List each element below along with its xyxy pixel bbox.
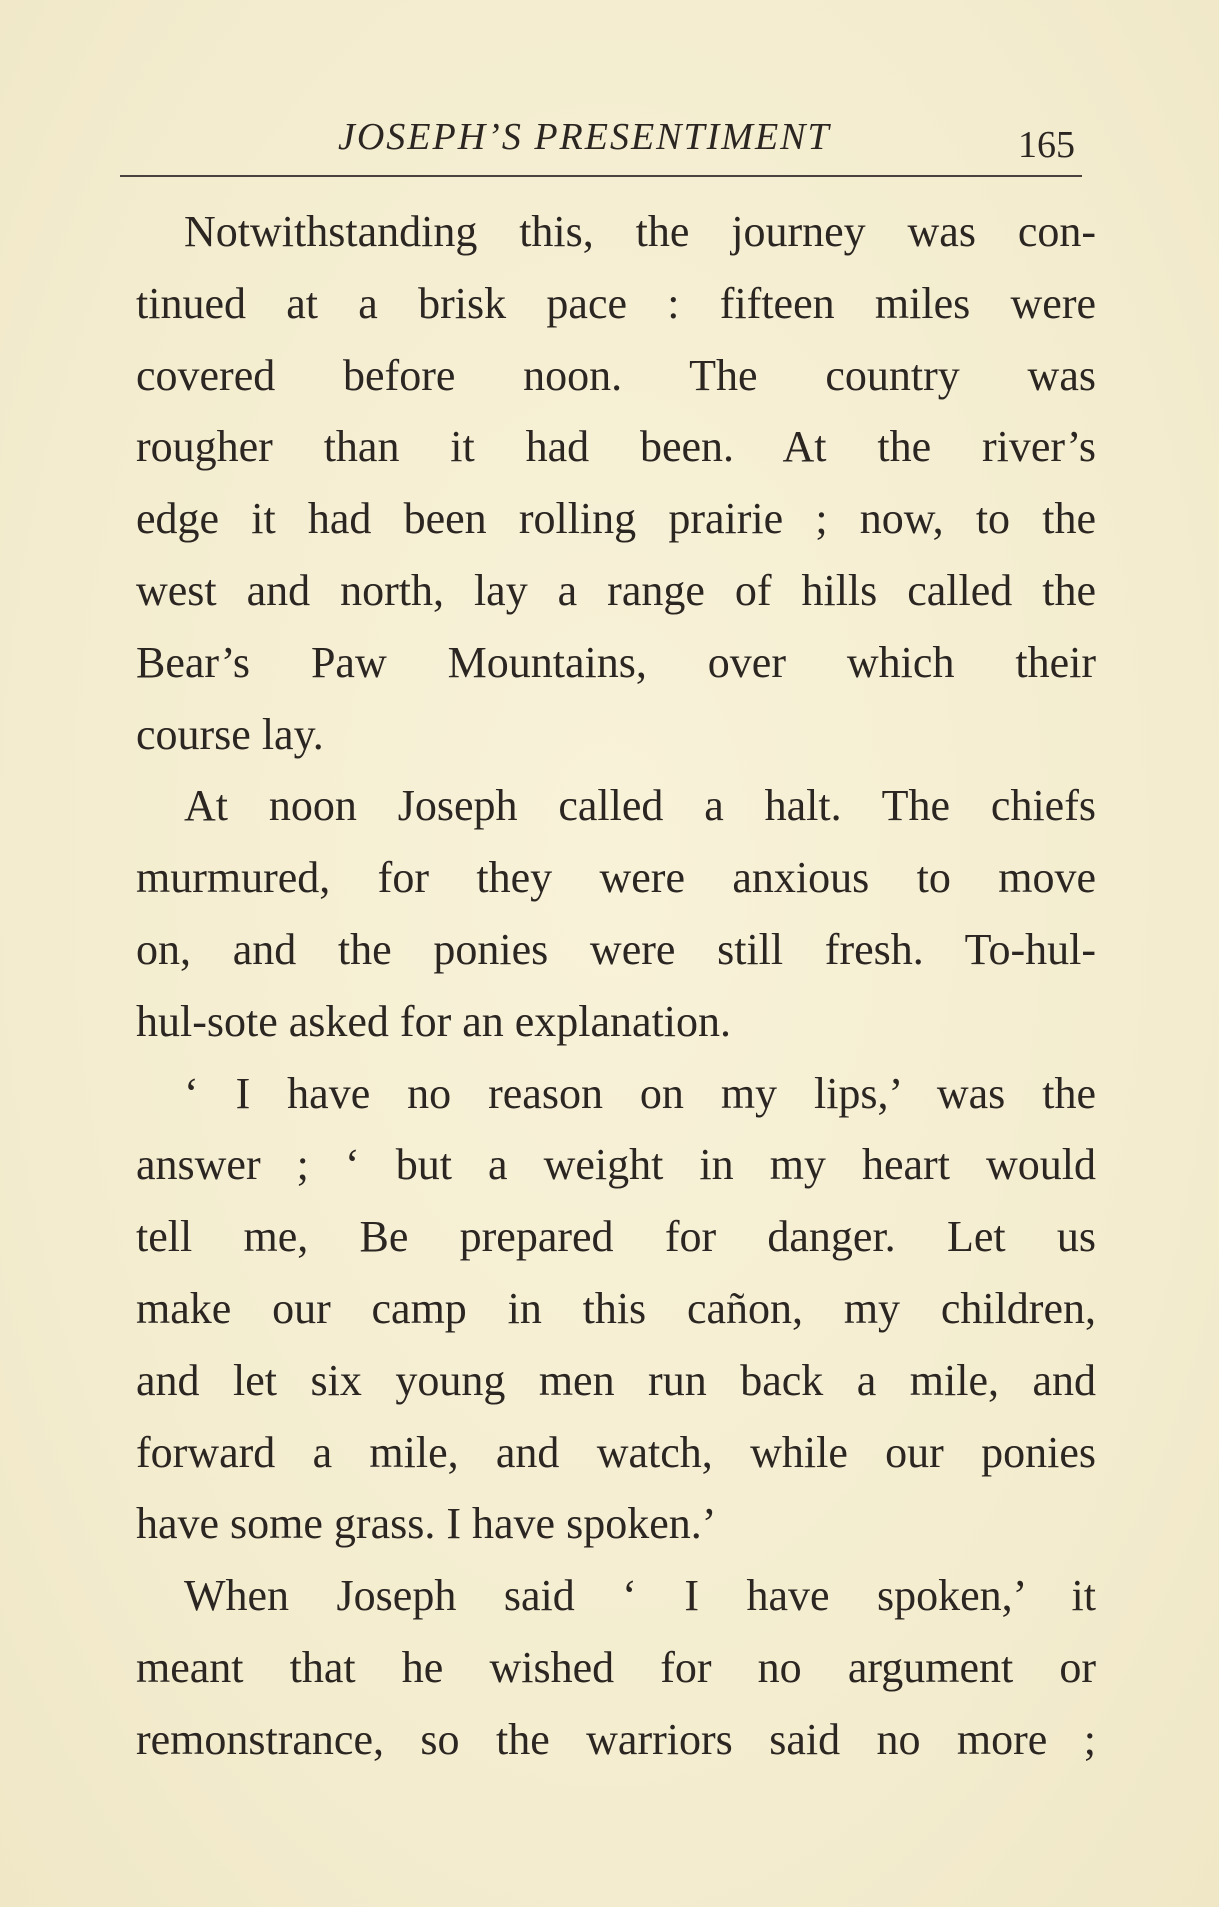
page-number: 165 <box>1018 124 1075 166</box>
text-line: tell me, Be prepared for danger. Let us <box>136 1212 1096 1262</box>
text-line: meant that he wished for no argument or <box>136 1642 1096 1692</box>
text-line: Bear’s Paw Mountains, over which their <box>136 637 1096 687</box>
text-line: make our camp in this cañon, my children, <box>136 1283 1096 1333</box>
text-line: When Joseph said ‘ I have spoken,’ it <box>184 1571 1096 1621</box>
text-line: course lay. <box>136 709 324 759</box>
text-line: west and north, lay a range of hills called the <box>136 565 1096 615</box>
text-line: At noon Joseph called a halt. The chiefs <box>184 781 1096 831</box>
text-line: hul-sote asked for an explanation. <box>136 996 732 1046</box>
running-title: JOSEPH’S PRESENTIMENT <box>338 116 831 158</box>
text-line: have some grass. I have spoken.’ <box>136 1499 717 1549</box>
text-line: answer ; ‘ but a weight in my heart would <box>136 1140 1096 1190</box>
text-line: remonstrance, so the warriors said no more ; <box>136 1714 1096 1764</box>
text-line: and let six young men run back a mile, and <box>136 1355 1096 1405</box>
text-line: edge it had been rolling prairie ; now, to the <box>136 494 1096 544</box>
text-line: forward a mile, and watch, while our ponies <box>136 1427 1096 1477</box>
text-line: murmured, for they were anxious to move <box>136 853 1096 903</box>
text-line: Notwithstanding this, the journey was con- <box>184 207 1096 256</box>
running-head <box>0 112 1219 166</box>
body-text <box>136 196 1096 1776</box>
text-line: on, and the ponies were still fresh. To-hul- <box>136 924 1096 974</box>
text-line: tinued at a brisk pace : fifteen miles were <box>136 278 1096 328</box>
header-rule <box>120 175 1082 177</box>
text-line: rougher than it had been. At the river’s <box>136 422 1096 472</box>
text-line: ‘ I have no reason on my lips,’ was the <box>184 1068 1096 1118</box>
text-line: covered before noon. The country was <box>136 350 1096 400</box>
